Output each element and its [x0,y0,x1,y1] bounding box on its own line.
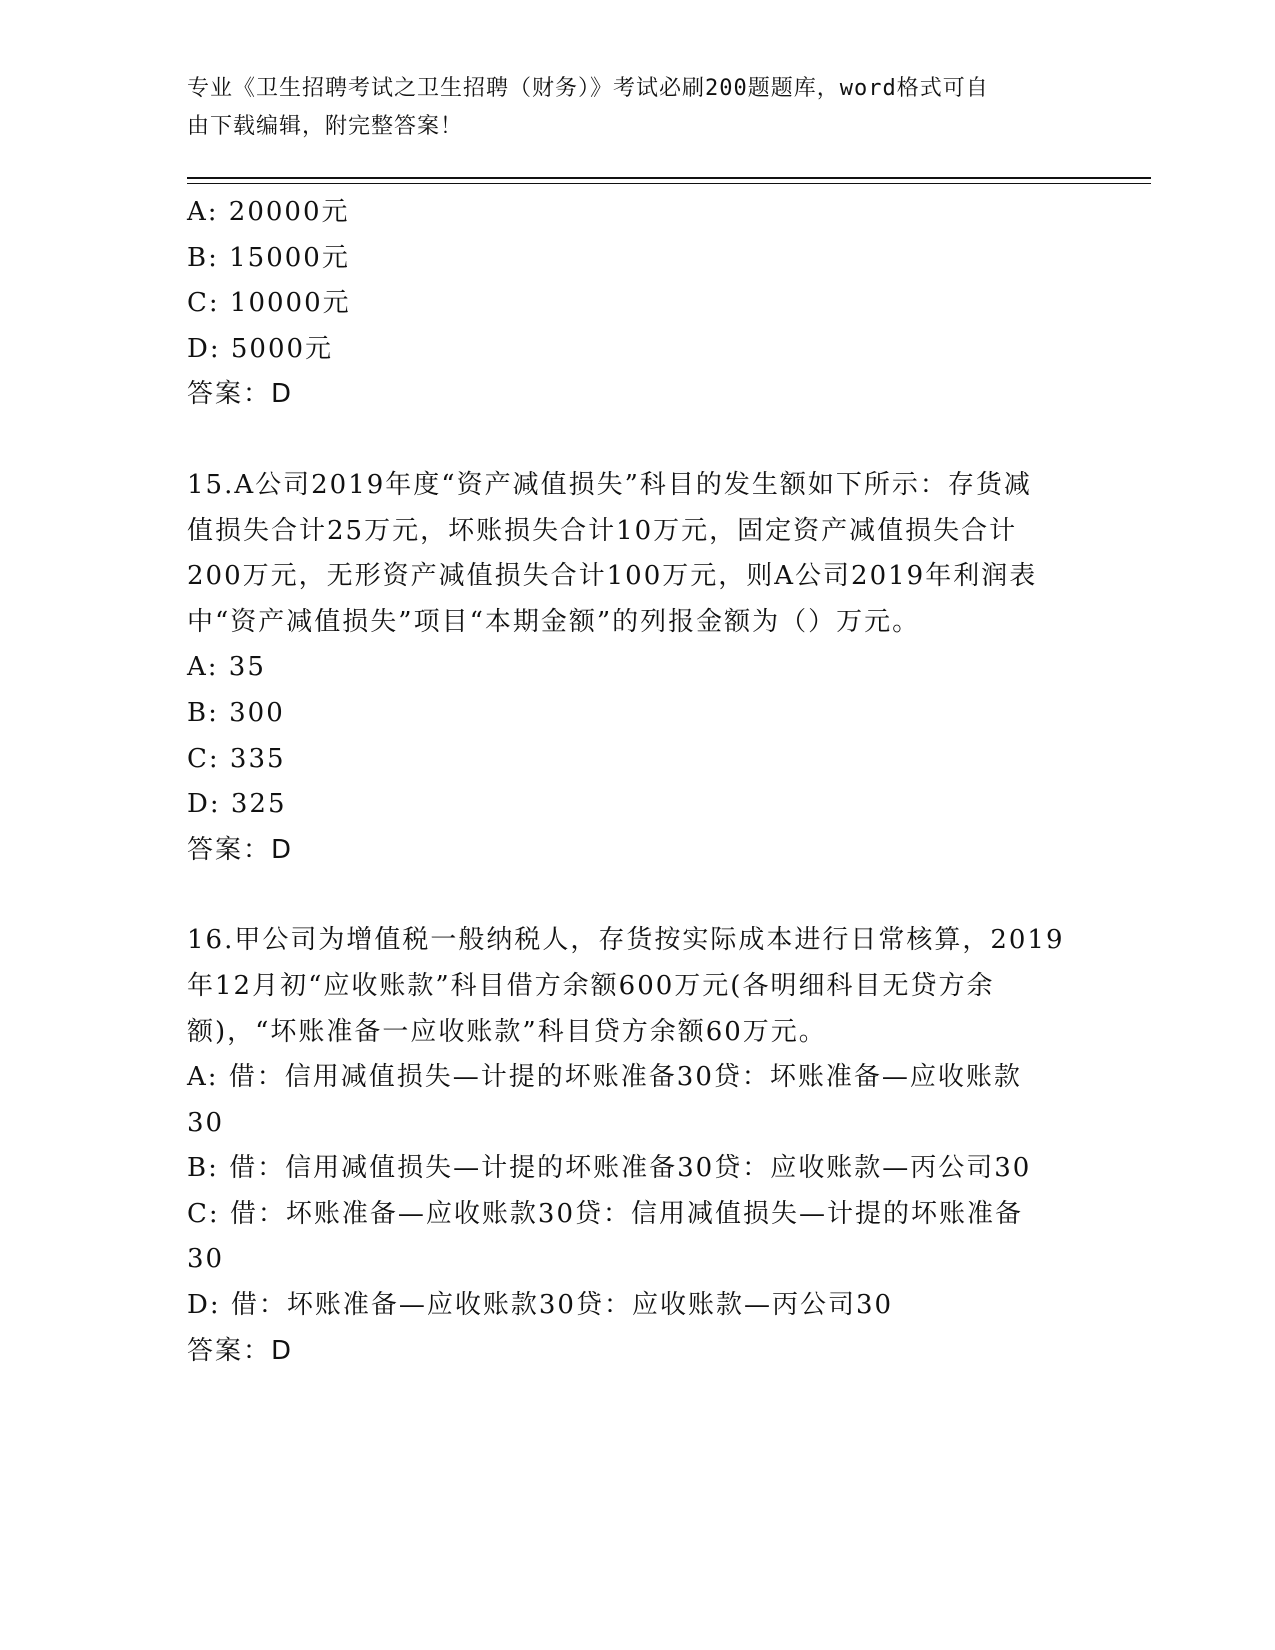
document-header [187,70,1067,146]
option-d: D: 325 [187,789,287,820]
question-stem-line: 200万元，无形资产减值损失合计100万元，则A公司2019年利润表 [187,561,1038,592]
option-a: A: 借：信用减值损失—计提的坏账准备30贷：坏账准备—应收账款 [187,1062,1022,1093]
question-stem-line: 中“资产减值损失”项目“本期金额”的列报金额为（）万元。 [187,606,921,637]
header-divider-thin [187,183,1151,184]
option-c: C: 335 [187,743,286,774]
question-stem-line: 16.甲公司为增值税一般纳税人，存货按实际成本进行日常核算，2019 [187,925,1065,956]
question-gap [187,873,1087,918]
question-15-block [187,463,1087,873]
header-line-1: 专业《卫生招聘考试之卫生招聘（财务）》考试必刷200题题库，word格式可自 [187,76,989,101]
option-a-continued: 30 [187,1107,225,1138]
option-b: B: 借：信用减值损失—计提的坏账准备30贷：应收账款—丙公司30 [187,1153,1032,1184]
answer-line: 答案：D [187,834,294,865]
option-d: D: 借：坏账准备—应收账款30贷：应收账款—丙公司30 [187,1290,894,1321]
option-a: A: 35 [187,652,266,683]
option-c: C: 借：坏账准备—应收账款30贷：信用减值损失—计提的坏账准备 [187,1198,1024,1229]
option-b: B: 15000元 [187,242,350,273]
question-stem-line: 年12月初“应收账款”科目借方余额600万元(各明细科目无贷方余 [187,970,995,1001]
option-c: C: 10000元 [187,288,351,319]
question-gap [187,418,1087,463]
header-line-2: 由下载编辑，附完整答案！ [187,114,464,139]
question-stem-line: 值损失合计25万元，坏账损失合计10万元，固定资产减值损失合计 [187,515,1018,546]
option-b: B: 300 [187,697,285,728]
question-14-block [187,190,1087,418]
question-16-block [187,918,1087,1374]
option-d: D: 5000元 [187,333,334,364]
question-stem-line: 15.A公司2019年度“资产减值损失”科目的发生额如下所示：存货减 [187,469,1032,500]
question-content [187,190,1087,1374]
answer-line: 答案：D [187,379,294,410]
option-a: A: 20000元 [187,197,350,227]
header-divider-thick [187,177,1151,179]
answer-line: 答案：D [187,1335,294,1366]
option-c-continued: 30 [187,1244,225,1275]
question-stem-line: 额)，“坏账准备一应收账款”科目贷方余额60万元。 [187,1016,827,1047]
